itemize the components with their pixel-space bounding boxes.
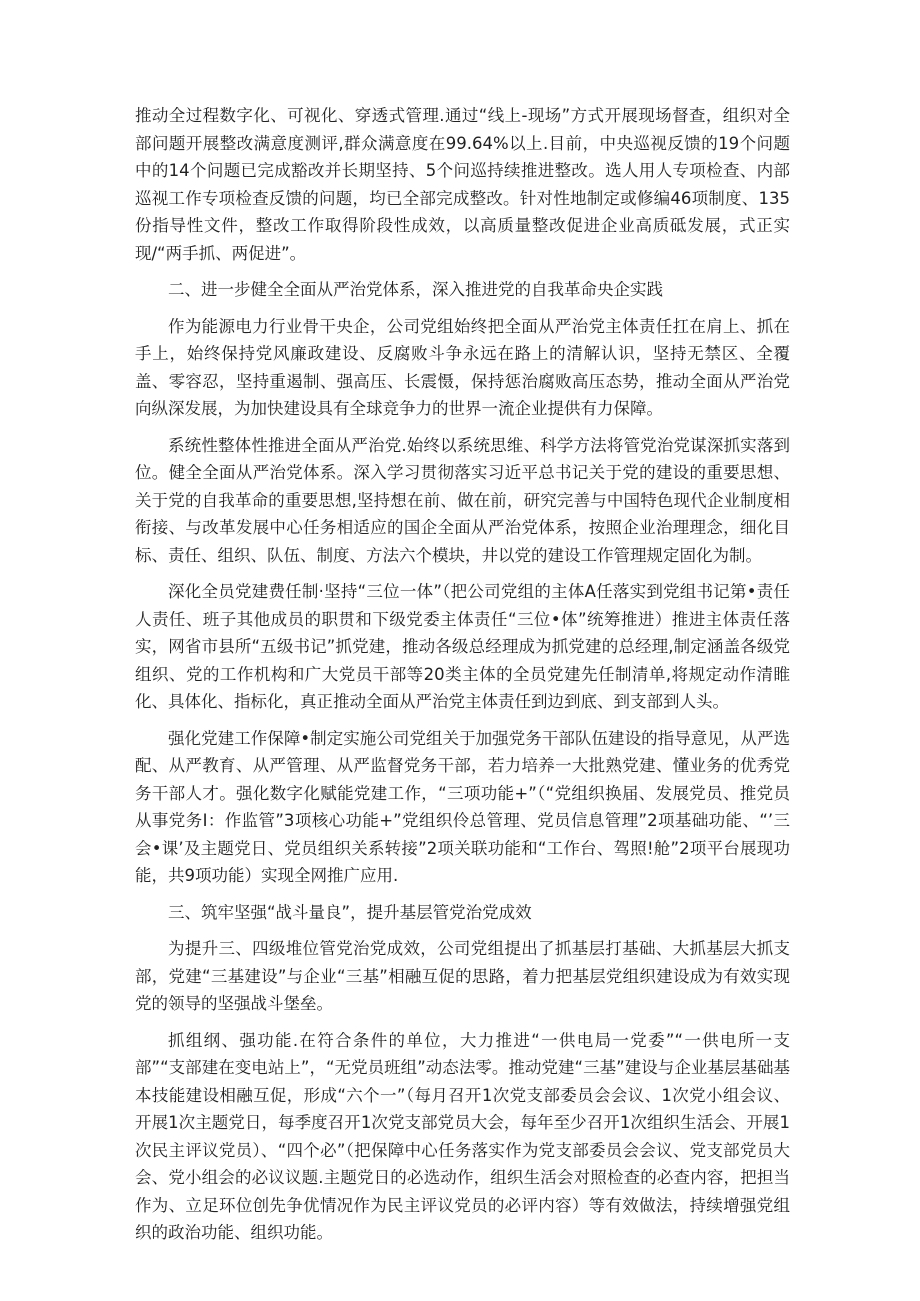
paragraph-rectification: 推动全过程数字化、可视化、穿透式管理.通过“线上-现场”方式开展现场督查，组织对全部问题开展整改满意度测评,群众满意度在99.64%以上.目前，中央巡视反馈的19个问题中的14个问题已完成豁改并长期坚持、5个问巡持续推进整改。选人用人专项检查、内部巡视工作专项检查反馈的问题，均已全部完成整改。针对性地制定或修编46项制度、135份指导性文件，整改工作取得阶段性成效，以高质量整改促进企业高质砥发展，式正实现/“两手抓、两促进”。 [135, 106, 790, 263]
paragraph-organization-function: 抓组纲、强功能.在符合条件的单位，大力推进“一供电局一党委”“一供电所一支部”“支部建在变电站上”，“无党员班组”动态法零。推动党建“三基”建设与企业基层基础基本技能建设相融互促，形成“六个一”（每月召开1次党支部委员会会议、1次党小组会议、开展1次主题党日，每季度召开1次党支部党员大会，每年至少召开1次组织生活会、开展1次民主评议党员）、“四个必”（把保障中心任务落实作为党支部委员会会议、党支部党员大会、党小组会的必议议题.主题党日的必选动作，组织生活会对照检查的必查内容，把担当作为、立足环位创先争优情况作为民主评议党员的必评内容）等有效做法，持续增强党组织的政治功能、组织功能。 [135, 1030, 790, 1242]
paragraph-responsibility: 深化全员党建费任制·坚持“三位一体”（把公司党组的主体A任落实到党组书记第•责任人责任、班子其他成员的职贯和下级党委主体责任“三位•体”统筹推进）推进主体责任落实，网省市县所“五级书记”抓党建，推动各级总经理成为抓党建的总经理,制定涵盖各级党组织、党的工作机构和广大党员干部等20类主体的全员党建先任制清单,将规定动作清睢化、具体化、指标化，真正推动全面从严治党主体责任到边到底、到支部到人头。 [135, 582, 790, 711]
section-heading-3: 三、筑牢坚强“战斗量良”，提升基层管党治党成效 [168, 902, 532, 922]
paragraph-grassroots: 为提升三、四级堆位管党治党成效，公司党组提出了抓基层打基础、大抓基层大抓支部，党建“三基建设”与企业“三基”相融互促的思路，着力把基层党组织建设成为有效实现党的领导的坚强战斗堡垒。 [135, 939, 790, 1013]
paragraph-intro-strict-governance: 作为能源电力行业骨干央企，公司党组始终把全面从严治党主体责任扛在肩上、抓在手上，始终保持党风廉政建设、反腐败斗争永远在路上的清解认识，坚持无禁区、全覆盖、零容忍，坚持重遏制、强高压、长震慑，保持惩治腐败高压态势，推动全面从严治党向纵深发展，为加快建设具有全球竞争力的世界一流企业提供有力保障。 [135, 316, 790, 418]
section-heading-2: 二、进一步健全全面从严治党体系，深入推进党的自我革命央企实践 [168, 280, 663, 299]
document-body [135, 102, 790, 1256]
paragraph-systematic: 系统性整体性推进全面从严治党.始终以系统思维、科学方法将管党治党谋深抓实落到位。健全全面从严治党体系。深入学习贯彻落实习近平总书记关于党的建设的重要思想、关于党的自我革命的重要思想,坚持想在前、做在前，研究完善与中国特色现代企业制度相衔接、与改革发展中心任务相适应的国企全面从严治党体系，按照企业治理理念，细化目标、责任、组织、队伍、制度、方法六个模块，井以党的建设工作管理规定固化为制。 [135, 435, 790, 565]
paragraph-guarantee: 强化党建工作保障•制定实施公司党组关于加强党务干部队伍建设的指导意见，从严选配、从严教育、从严管理、从严监督党务干部，若力培养一大批熟党建、懂业务的优秀党务干部人才。强化数字化赋能党建工作，“三项功能+”（“党组织换届、发展党员、推党员从事党务I：作监管”3项核心功能+”党组织伶总管理、党员信息管理”2项基础功能、“’三会•课’及主题党日、党员组织关系转接”2项关联功能和“工作台、驾照!舱”2项平台展现功能，共9项功能）实现全网推广应用. [135, 728, 790, 885]
